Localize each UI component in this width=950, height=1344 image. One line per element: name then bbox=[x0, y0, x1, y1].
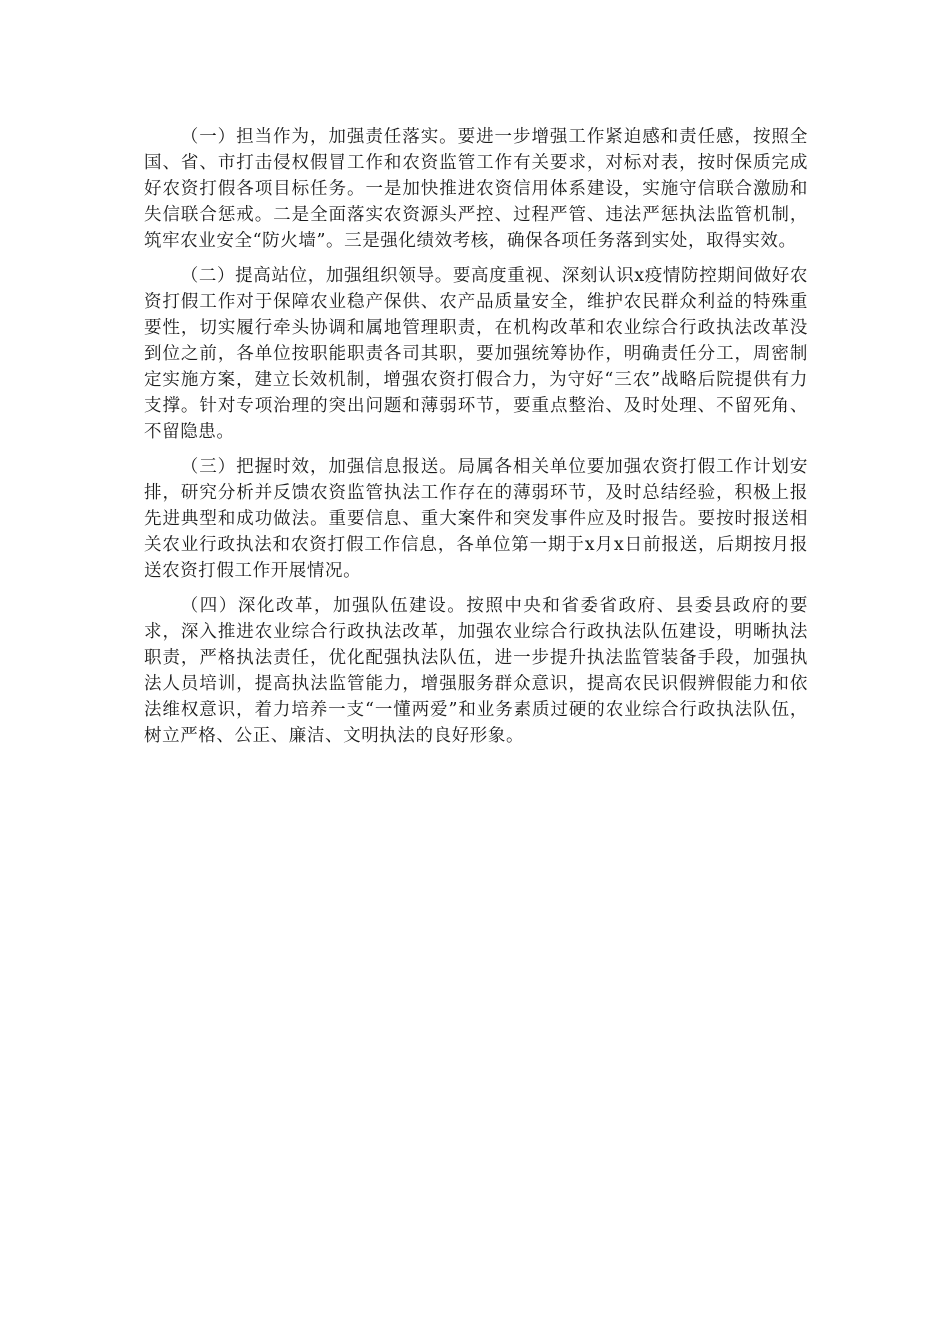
paragraph-3: （三）把握时效，加强信息报送。局属各相关单位要加强农资打假工作计划安排，研究分析并反馈农资监管执法工作存在的薄弱环节，及时总结经验，积极上报先进典型和成功做法。重要信息、重大案件和突发事件应及时报告。要按时报送相关农业行政执法和农资打假工作信息，各单位第一期于x月x日前报送，后期按月报送农资打假工作开展情况。 bbox=[144, 457, 808, 581]
paragraph-4: （四）深化改革，加强队伍建设。按照中央和省委省政府、县委县政府的要求，深入推进农业综合行政执法改革，加强农业综合行政执法队伍建设，明晰执法职责，严格执法责任，优化配强执法队伍，进一步提升执法监管装备手段，加强执法人员培训，提高执法监管能力，增强服务群众意识，提高农民识假辨假能力和依法维权意识，着力培养一支“一懂两爱”和业务素质过硬的农业综合行政执法队伍，树立严格、公正、廉洁、文明执法的良好形象。 bbox=[144, 596, 808, 746]
document-body bbox=[144, 124, 808, 758]
paragraph-1: （一）担当作为，加强责任落实。要进一步增强工作紧迫感和责任感，按照全国、省、市打击侵权假冒工作和农资监管工作有关要求，对标对表，按时保质完成好农资打假各项目标任务。一是加快推进农资信用体系建设，实施守信联合激励和失信联合惩戒。二是全面落实农资源头严控、过程严管、违法严惩执法监管机制，筑牢农业安全“防火墙”。三是强化绩效考核，确保各项任务落到实处，取得实效。 bbox=[144, 127, 808, 251]
paragraph-2: （二）提高站位，加强组织领导。要高度重视、深刻认识x疫情防控期间做好农资打假工作对于保障农业稳产保供、农产品质量安全，维护农民群众利益的特殊重要性，切实履行牵头协调和属地管理职责，在机构改革和农业综合行政执法改革没到位之前，各单位按职能职责各司其职，要加强统筹协作，明确责任分工，周密制定实施方案，建立长效机制，增强农资打假合力，为守好“三农”战略后院提供有力支撑。针对专项治理的突出问题和薄弱环节，要重点整治、及时处理、不留死角、不留隐患。 bbox=[144, 266, 808, 442]
